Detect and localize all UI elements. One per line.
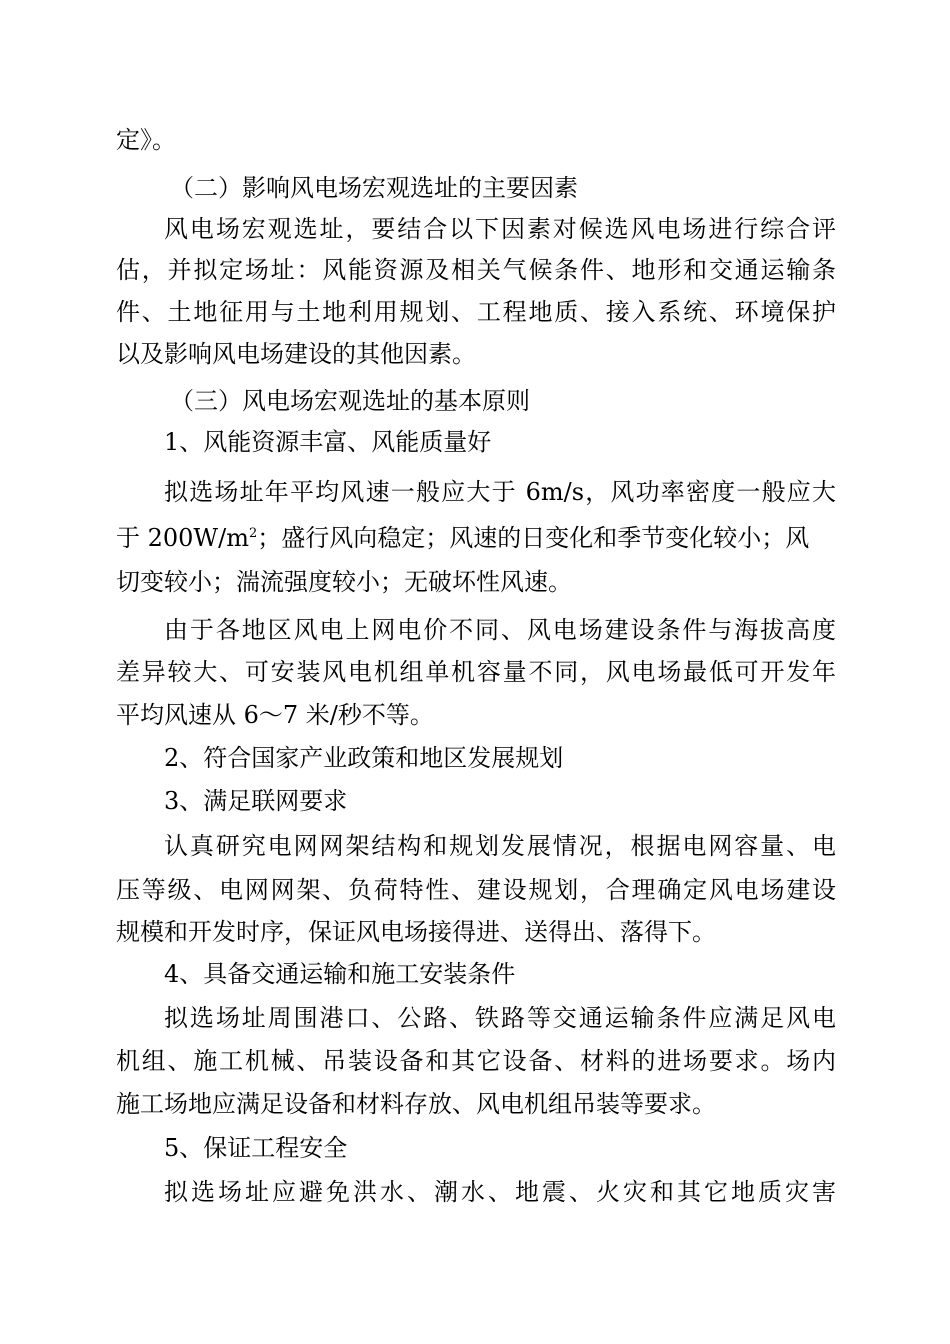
paragraph-line: 差异较大、可安装风电机组单机容量不同，风电场最低可开发年: [116, 658, 836, 686]
superscript: 2: [248, 526, 258, 541]
paragraph-line: 定》。: [116, 126, 176, 154]
subsection-heading: 2、符合国家产业政策和地区发展规划: [164, 744, 564, 772]
paragraph-line: [116, 518, 836, 558]
section-heading: （三）风电场宏观选址的基本原则: [170, 387, 530, 415]
paragraph-line: 拟选场址周围港口、公路、铁路等交通运输条件应满足风电: [164, 1004, 836, 1032]
paragraph-line: 拟选场址应避免洪水、潮水、地震、火灾和其它地质灾害: [164, 1178, 836, 1206]
text-segment: 于 200W/m: [116, 524, 249, 552]
paragraph-line: 机组、施工机械、吊装设备和其它设备、材料的进场要求。场内: [116, 1047, 836, 1075]
paragraph-line: 压等级、电网网架、负荷特性、建设规划，合理确定风电场建设: [116, 876, 836, 904]
paragraph-line: 平均风速从 6～7 米/秒不等。: [116, 701, 434, 729]
paragraph-line: 件、土地征用与土地利用规划、工程地质、接入系统、环境保护: [116, 298, 836, 326]
paragraph-line: 风电场宏观选址，要结合以下因素对候选风电场进行综合评: [164, 215, 836, 243]
subsection-heading: 3、满足联网要求: [164, 787, 348, 815]
paragraph-line: 施工场地应满足设备和材料存放、风电机组吊装等要求。: [116, 1090, 716, 1118]
paragraph-line: 拟选场址年平均风速一般应大于 6m/s，风功率密度一般应大: [164, 478, 836, 506]
paragraph-line: 切变较小；湍流强度较小；无破坏性风速。: [116, 568, 572, 596]
paragraph-line: 以及影响风电场建设的其他因素。: [116, 340, 476, 368]
subsection-heading: 5、保证工程安全: [164, 1134, 348, 1162]
paragraph-line: 认真研究电网网架结构和规划发展情况，根据电网容量、电: [164, 832, 836, 860]
section-heading: （二）影响风电场宏观选址的主要因素: [170, 174, 578, 202]
subsection-heading: 1、风能资源丰富、风能质量好: [164, 428, 492, 456]
subsection-heading: 4、具备交通运输和施工安装条件: [164, 960, 516, 988]
text-segment: ；盛行风向稳定；风速的日变化和季节变化较小；风: [257, 524, 810, 552]
paragraph-line: 规模和开发时序，保证风电场接得进、送得出、落得下。: [116, 918, 716, 946]
paragraph-line: 由于各地区风电上网电价不同、风电场建设条件与海拔高度: [164, 616, 836, 644]
paragraph-line: 估，并拟定场址：风能资源及相关气候条件、地形和交通运输条: [116, 256, 836, 284]
